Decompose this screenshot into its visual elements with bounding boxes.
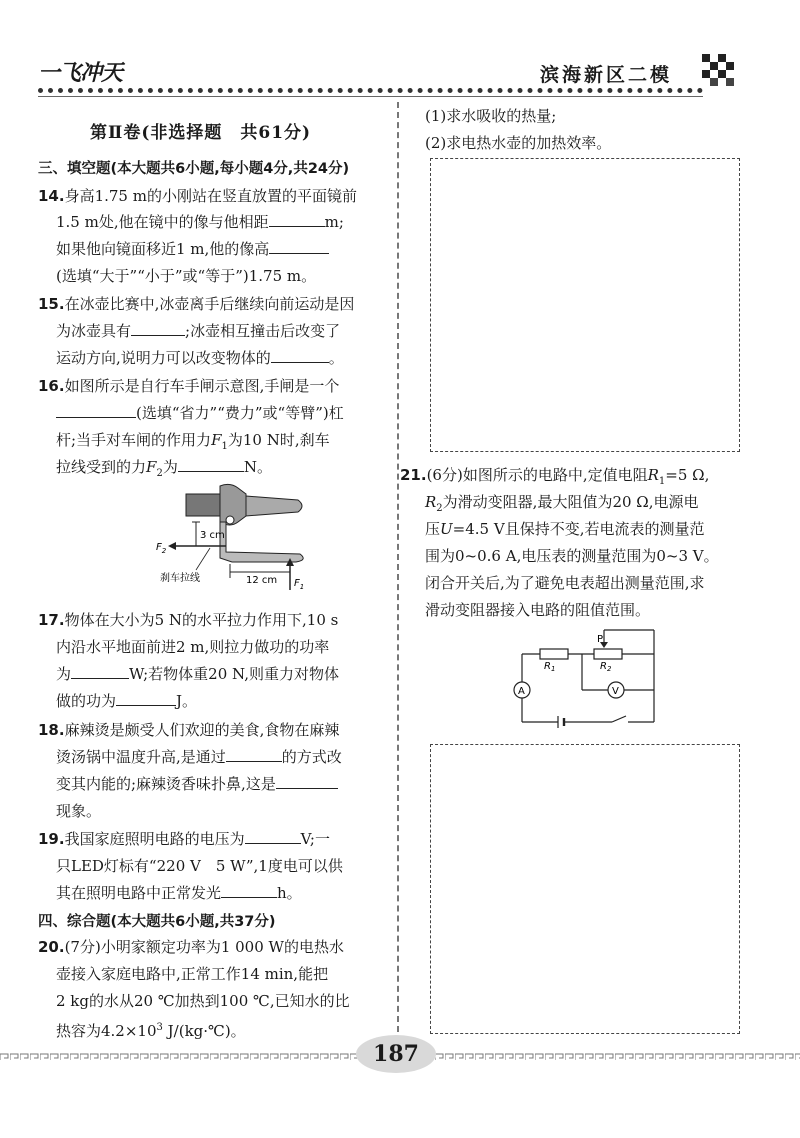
q19-blank2[interactable] <box>221 883 277 898</box>
q14-line2: 1.5 m处,他在镜中的像与他相距 m; <box>56 213 344 231</box>
q20-part1: (1)求水吸收的热量; <box>425 107 557 125</box>
q16-line4: 拉线受到的力$F_2$为 N。 <box>56 458 272 479</box>
q20-line2: 壶接入家庭电路中,正常工作14 min,能把 <box>56 965 329 983</box>
slider-p-label: P <box>597 634 604 645</box>
header-underline <box>38 96 703 97</box>
circuit-diagram <box>500 622 670 732</box>
q16-line1: 16.如图所示是自行车手闸示意图,手闸是一个 <box>38 377 340 395</box>
footer-pattern-right <box>435 1052 800 1062</box>
q15-line2: 为冰壶具有 ;冰壶相互撞击后改变了 <box>56 322 341 340</box>
q21-line5: 闭合开关后,为了避免电表超出测量范围,求 <box>425 574 705 592</box>
q18-blank2[interactable] <box>276 774 338 789</box>
section-title: 第Ⅱ卷(非选择题 共61分) <box>90 123 312 143</box>
q17-blank1[interactable] <box>71 664 129 679</box>
q15-blank1[interactable] <box>131 321 185 336</box>
school-title: 滨海新区二模 <box>540 64 673 86</box>
column-divider <box>397 102 399 1032</box>
q19-line1: 19.我国家庭照明电路的电压为 V;一 <box>38 830 330 848</box>
q21-line3: 压U=4.5 V且保持不变,若电流表的测量范 <box>425 520 705 538</box>
q19-blank1[interactable] <box>245 829 301 844</box>
q21-line1: 21.(6分)如图所示的电路中,定值电阻$R_1=5$ Ω, <box>400 466 710 487</box>
q18-line1: 18.麻辣烫是颇受人们欢迎的美食,食物在麻辣 <box>38 721 340 739</box>
q21-answer-box[interactable] <box>430 744 740 1034</box>
q15-blank2[interactable] <box>271 348 329 363</box>
comprehensive-heading: 四、综合题(本大题共6小题,共37分) <box>38 914 276 930</box>
checker-pattern-icon <box>698 50 742 88</box>
f1-label: $F_1$ <box>294 578 305 591</box>
r2-label: $R_2$ <box>600 661 612 673</box>
q17-line3: 为 W;若物体重20 N,则重力对物体 <box>56 665 339 683</box>
voltmeter-label: V <box>612 686 619 697</box>
q18-blank1[interactable] <box>226 747 282 762</box>
q17-line4: 做的功为 J。 <box>56 692 198 710</box>
r1-label: $R_1$ <box>544 661 556 673</box>
q16-line2: (选填“省力”“费力”或“等臂”)杠 <box>56 403 344 423</box>
q18-line4: 现象。 <box>56 802 102 820</box>
q14-line4: (选填“大于”“小于”或“等于”)1.75 m。 <box>56 267 317 285</box>
q20-line1: 20.(7分)小明家额定功率为1 000 W的电热水 <box>38 938 344 956</box>
q17-line1: 17.物体在大小为5 N的水平拉力作用下,10 s <box>38 611 339 629</box>
q21-line6: 滑动变阻器接入电路的阻值范围。 <box>425 601 651 619</box>
q20-line3: 2 kg的水从20 ℃加热到100 ℃,已知水的比 <box>56 992 350 1010</box>
q20-line4: 热容为$4.2\times 10^3$ J/(kg·℃)。 <box>56 1022 246 1040</box>
ammeter-label: A <box>518 686 525 697</box>
q18-line2: 烫汤锅中温度升高,是通过 的方式改 <box>56 748 342 766</box>
q20-part2: (2)求电热水壶的加热效率。 <box>425 134 612 152</box>
brake-lever-figure <box>150 482 330 592</box>
footer-pattern-left <box>0 1052 360 1062</box>
header-divider <box>38 88 703 93</box>
fill-in-heading: 三、填空题(本大题共6小题,每小题4分,共24分) <box>38 161 350 177</box>
q21-line2: $R_2$为滑动变阻器,最大阻值为20 Ω,电源电 <box>425 493 699 514</box>
dist-a-label: 3 cm <box>200 530 225 541</box>
q20-answer-box[interactable] <box>430 158 740 452</box>
q17-line2: 内沿水平地面前进2 m,则拉力做功的功率 <box>56 638 330 656</box>
q14-blank2[interactable] <box>269 239 329 254</box>
q18-line3: 变其内能的;麻辣烫香味扑鼻,这是 <box>56 774 338 794</box>
cable-label: 刹车拉线 <box>160 573 200 584</box>
q15-line3: 运动方向,说明力可以改变物体的 。 <box>56 349 344 367</box>
page-number: 187 <box>373 1041 419 1067</box>
q16-line3: 杆;当手对车闸的作用力$F_1$为10 N时,刹车 <box>56 431 330 452</box>
q16-blank1[interactable] <box>56 403 136 418</box>
q19-line3: 其在照明电路中正常发光 h。 <box>56 884 302 902</box>
q19-line2: 只LED灯标有“220 V 5 W”,1度电可以供 <box>56 857 343 875</box>
q14-line3: 如果他向镜面移近1 m,他的像高 <box>56 239 329 259</box>
q21-line4: 围为0~0.6 A,电压表的测量范围为0~3 V。 <box>425 547 719 565</box>
f2-label: $F_2$ <box>156 542 167 555</box>
brand-logo-text: 一飞冲天 <box>38 61 123 86</box>
dist-b-label: 12 cm <box>246 575 278 586</box>
q14-line1: 14.身高1.75 m的小刚站在竖直放置的平面镜前 <box>38 187 357 205</box>
q15-line1: 15.在冰壶比赛中,冰壶离手后继续向前运动是因 <box>38 295 355 313</box>
q16-blank2[interactable] <box>178 457 244 472</box>
q17-blank2[interactable] <box>116 691 176 706</box>
q14-blank1[interactable] <box>269 212 325 227</box>
